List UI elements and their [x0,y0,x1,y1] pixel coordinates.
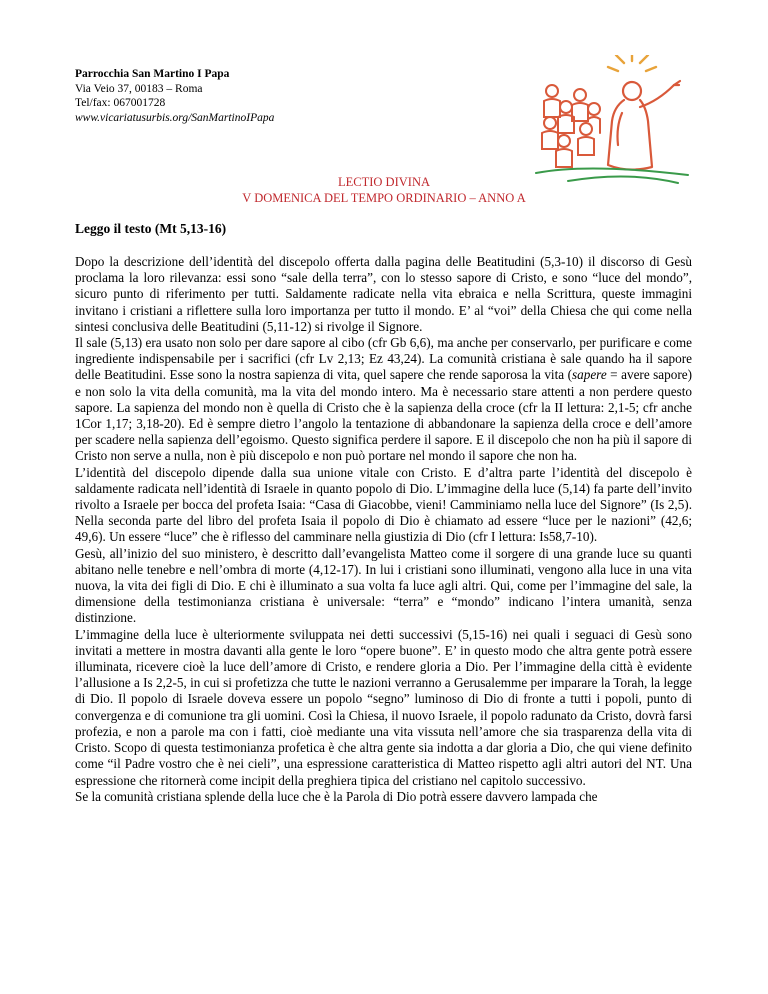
paragraph-5: L’immagine della luce è ulteriormente sviluppata nei detti successivi (5,15-16) nei quali i seguaci di Gesù sono invitati a mettere in mostra davanti alla gente le loro “opere buone”. E’ in questo modo che altra gente potrà essere illuminata, ricevere cioè la luce dell’amore di Cristo, e rendere gloria a Dio. Per l’immagine della città è evidente l’allusione a Is 2,2-5, in cui si profetizza che tutte le nazioni verranno a Gerusalemme per imparare la Torah, la legge di Dio. Il popolo di Israele doveva essere un popolo “segno” luminoso di Dio di fronte a tutti i popoli, punto di convergenza e di comunione tra gli uomini. Così la Chiesa, il nuovo Israele, il popolo radunato da Cristo, dovrà farsi profezia, e non a parole ma con i fatti, cioè mediante una vita vissuta nell’amore che sia trasparenza della vita di Cristo. Scopo di questa testimonianza profetica è che altra gente sia indotta a dar gloria a Dio, che qui viene definito come “il Padre vostro che è nei cieli”, una espressione caratteristica di Matteo rispetto agli altri autori del NT. Una espressione che ritornerà come incipit della preghiera tipica del cristiano nel capitolo successivo. [75,626,692,788]
paragraph-2-part-b: = avere sapore) e non solo la vita della comunità, ma la vita del mondo intero. Ma è necessario stare attenti a non perdere questo sapore. La sapienza del mondo non è quella di Cristo che è la sapienza della croce (cfr la II lettura: 2,1-5; cfr anche 1Cor 1,17; 3,18-20). Ed è sempre dietro l’angolo la tentazione di abbandonare la sapienza della croce e dell’amore per scadere nella sapienza dell’egoismo. Questo significa perdere il sapore. E il discepolo che non ha più il sapore di Cristo non serve a nulla, non è più discepolo e non può portare nel mondo il sapore che non ha. [75,367,692,464]
parish-address: Via Veio 37, 00183 – Roma [75,82,203,95]
document-title [0,174,768,206]
paragraph-2 [75,335,692,465]
parish-header [75,67,495,125]
body-text [75,254,692,805]
parish-phone: Tel/fax: 067001728 [75,97,166,109]
title-line-sunday: V DOMENICA DEL TEMPO ORDINARIO – ANNO A [242,191,526,205]
title-line-lectio: LECTIO DIVINA [338,175,430,189]
paragraph-1: Dopo la descrizione dell’identità del discepolo offerta dalla pagina delle Beatitudini (5,3-10) il discorso di Gesù proclama la loro rilevanza: essi sono “sale della terra”, con lo stesso sapore di Cristo, e sono “luce del mondo”, sicuro punto di riferimento per tutti. Saldamente radicate nella vita ebraica e nella Scrittura, queste immagini invitano i cristiani a riflettere sulla loro importanza per tutto il mondo. E’ al “voi” della Chiesa che qui come nella sintesi conclusiva delle Beatitudini (5,11-12) si rivolge il Signore. [75,254,692,334]
paragraph-3: L’identità del discepolo dipende dalla sua unione vitale con Cristo. E d’altra parte l’identità del discepolo è saldamente radicata nell’identità di Israele in quanto popolo di Dio. L’immagine della luce (5,14) fa parte dell’invito rivolto a Israele per bocca del profeta Isaia: “Casa di Giacobbe, vieni! Camminiamo nella luce del Signore” (Is 2,5). Nella seconda parte del libro del profeta Isaia il popolo di Dio è chiamato ad essere “luce per le nazioni” (42,6; 49,6). Un essere “luce” che è riflesso del camminare nella giustizia di Dio (cfr I lettura: Is58,7-10). [75,464,692,545]
section-heading: Leggo il testo (Mt 5,13-16) [75,221,227,236]
paragraph-2-italic-word: sapere [572,367,607,383]
parish-website: www.vicariatusurbis.org/SanMartinoIPapa [75,111,275,124]
paragraph-4: Gesù, all’inizio del suo ministero, è descritto dall’evangelista Matteo come il sorgere di una grande luce su quanti abitano nelle tenebre e nell’ombra di morte (4,12-17). In lui i cristiani sono illuminati, vengono alla luce in una vita nuova, la vita dei figli di Dio. E chi è illuminato a sua volta fa luce agli altri. Qui, come per l’immagine del sale, la dimensione della testimonianza cristiana è universale: “terra” e “mondo” indicano l’intera umanità, senza distinzione. [75,545,692,626]
paragraph-6: Se la comunità cristiana splende della luce che è la Parola di Dio potrà essere davvero lampada che [75,788,598,804]
parish-name: Parrocchia San Martino I Papa [75,68,230,80]
parish-logo-illustration [528,55,693,185]
paragraph-2-part-a: Il sale (5,13) era usato non solo per dare sapore al cibo (cfr Gb 6,6), ma anche per conservarlo, per purificare e come ingrediente indispensabile per i sacrifici (cfr Lv 2,13; Ez 43,24). La comunità cristiana è sale quando ha il sapore delle Beatitudini. Esse sono la nostra sapienza di vita, quel sapere che rende saporosa la vita ( [75,335,692,383]
